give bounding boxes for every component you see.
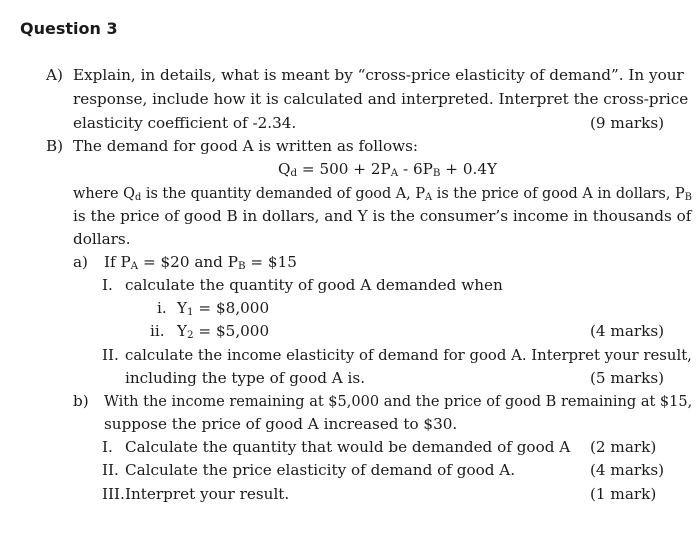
- sub-a-I-ii-value: [177, 320, 269, 345]
- y1-symbol: Y: [177, 299, 188, 317]
- sub-a-t3: = $15: [245, 253, 297, 271]
- sub-b-label: b): [73, 392, 89, 410]
- part-b-line-2: is the price of good B in dollars, and Y is the consumer’s income in thousands of: [73, 207, 692, 225]
- sub-b-I-text: Calculate the quantity that would be demanded of good A: [125, 438, 571, 456]
- sub-a-I-label: I.: [102, 276, 113, 294]
- sub-b-I-marks: (2 mark): [590, 438, 657, 456]
- sub-a-II-marks: (5 marks): [590, 369, 665, 387]
- sub-a-t1: If P: [104, 253, 131, 271]
- sub-b-II-text: Calculate the price elasticity of demand of good A.: [125, 461, 516, 479]
- sub-b-II-marks: (4 marks): [590, 461, 665, 479]
- question-title: Question 3: [20, 19, 118, 38]
- sub-a-II-label: II.: [102, 346, 119, 364]
- sub-a-label: a): [73, 253, 88, 271]
- where-t3: is the price of good A in dollars, P: [432, 184, 685, 202]
- part-b-label: B): [46, 137, 64, 155]
- sub-a-I-text: calculate the quantity of good A demanded when: [125, 276, 503, 294]
- sub-b-line-1: With the income remaining at $5,000 and the price of good B remaining at $15,: [104, 392, 693, 410]
- sub-b-III-label: III.: [102, 485, 125, 503]
- y1-sub: 1: [187, 305, 194, 318]
- sub-a-condition: [104, 251, 297, 276]
- part-a-marks: (9 marks): [590, 114, 665, 132]
- part-a-label: A): [46, 66, 63, 84]
- where-pa-sub: A: [425, 190, 433, 203]
- sub-b-line-2: suppose the price of good A increased to $30.: [104, 415, 458, 433]
- sub-a-II-line-2: including the type of good A is.: [125, 369, 366, 387]
- part-b-where-line: [73, 182, 692, 207]
- eq-q: Q: [278, 160, 291, 178]
- sub-a-II-line-1: calculate the income elasticity of demand for good A. Interpret your result,: [125, 346, 692, 364]
- eq-part-2: - 6P: [398, 160, 433, 178]
- where-pb-sub: B: [684, 190, 692, 203]
- sub-a-pb-sub: B: [237, 259, 246, 272]
- y2-sub: 2: [187, 328, 194, 341]
- sub-b-III-marks: (1 mark): [590, 485, 657, 503]
- eq-part-1: = 500 + 2P: [297, 160, 391, 178]
- eq-pb-sub: B: [432, 166, 441, 179]
- part-a-line-1: Explain, in details, what is meant by “cross-price elasticity of demand”. In your: [73, 66, 684, 84]
- part-a-line-3: elasticity coefficient of -2.34.: [73, 114, 297, 132]
- sub-b-I-label: I.: [102, 438, 113, 456]
- sub-b-II-label: II.: [102, 461, 119, 479]
- sub-a-I-ii-label: ii.: [150, 322, 165, 340]
- part-b-line-3: dollars.: [73, 230, 131, 248]
- eq-part-3: + 0.4Y: [440, 160, 498, 178]
- sub-a-t2: = $20 and P: [138, 253, 238, 271]
- sub-a-I-marks: (4 marks): [590, 322, 665, 340]
- part-b-intro: The demand for good A is written as follows:: [73, 137, 419, 155]
- y2-value: = $5,000: [193, 322, 270, 340]
- where-t1: where Q: [73, 184, 135, 202]
- y2-symbol: Y: [177, 322, 188, 340]
- sub-a-I-i-value: [177, 297, 269, 322]
- y1-value: = $8,000: [193, 299, 270, 317]
- eq-q-sub: d: [290, 166, 298, 179]
- part-a-line-2: response, include how it is calculated and interpreted. Interpret the cross-price: [73, 90, 689, 108]
- sub-a-I-i-label: i.: [157, 299, 167, 317]
- where-qd-sub: d: [134, 190, 142, 203]
- sub-b-III-text: Interpret your result.: [125, 485, 290, 503]
- where-t2: is the quantity demanded of good A, P: [141, 184, 426, 202]
- eq-pa-sub: A: [390, 166, 399, 179]
- sub-a-pa-sub: A: [130, 259, 139, 272]
- demand-equation: [278, 158, 497, 183]
